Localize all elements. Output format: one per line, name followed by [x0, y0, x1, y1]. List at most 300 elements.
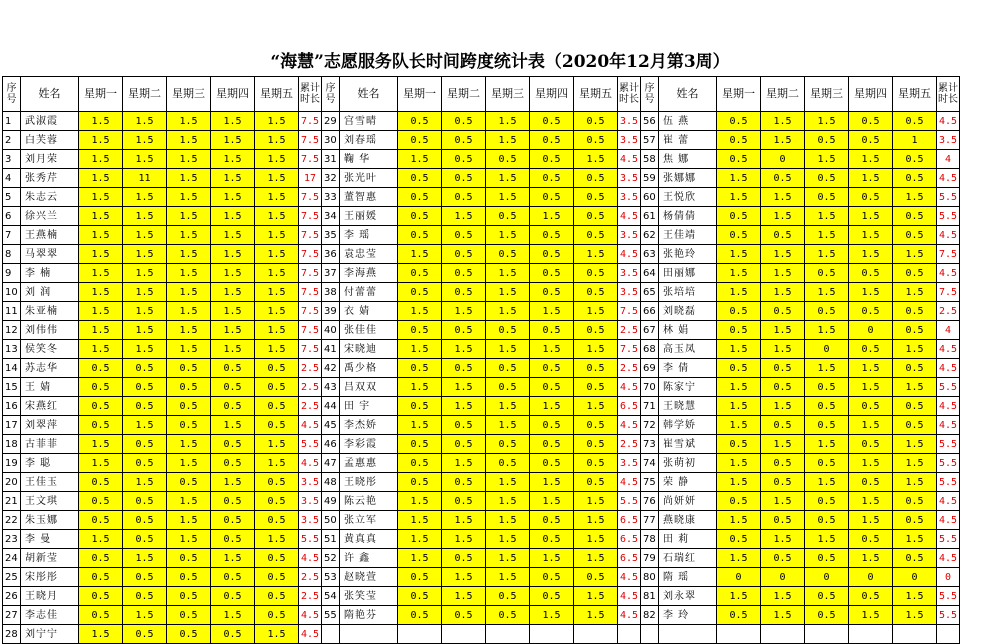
- day-hours: 0: [761, 150, 805, 169]
- day-hours: 0.5: [167, 473, 211, 492]
- day-hours: 1.5: [486, 283, 530, 302]
- day-hours: 0.5: [574, 283, 618, 302]
- row-index: 69: [641, 359, 659, 378]
- day-hours: 1.5: [398, 416, 442, 435]
- day-hours: 0.5: [761, 549, 805, 568]
- day-hours: 0.5: [398, 264, 442, 283]
- total-hours: 7.5: [299, 207, 322, 226]
- day-hours: 1.5: [167, 245, 211, 264]
- day-hours: 1.5: [893, 283, 937, 302]
- day-hours: 1.5: [717, 340, 761, 359]
- day-hours: 0.5: [79, 511, 123, 530]
- volunteer-name: 崔雪斌: [659, 435, 717, 454]
- day-hours: 1.5: [167, 264, 211, 283]
- day-hours: 1.5: [442, 454, 486, 473]
- day-hours: 0.5: [123, 454, 167, 473]
- total-hours: 5.5: [299, 435, 322, 454]
- day-hours: 1.5: [805, 283, 849, 302]
- day-hours: 0.5: [442, 435, 486, 454]
- day-hours: 1.5: [486, 226, 530, 245]
- header-day: 星期五: [255, 77, 299, 112]
- table-row: [3, 530, 960, 549]
- row-index: 41: [322, 340, 340, 359]
- day-hours: 1.5: [849, 245, 893, 264]
- volunteer-name: 张佳佳: [340, 321, 398, 340]
- day-hours: 0.5: [530, 226, 574, 245]
- day-hours: 1.5: [255, 283, 299, 302]
- day-hours: 0.5: [211, 378, 255, 397]
- day-hours: 1.5: [398, 549, 442, 568]
- row-index: 15: [3, 378, 21, 397]
- day-hours: 0.5: [398, 207, 442, 226]
- volunteer-name: 朱亚楠: [21, 302, 79, 321]
- day-hours: 0.5: [717, 492, 761, 511]
- table-row: [3, 473, 960, 492]
- day-hours: 1.5: [167, 302, 211, 321]
- total-hours: 2.5: [618, 435, 641, 454]
- row-index: 52: [322, 549, 340, 568]
- day-hours: 1.5: [849, 226, 893, 245]
- volunteer-name: 王晓慧: [659, 397, 717, 416]
- header-name: 姓名: [659, 77, 717, 112]
- row-index: 35: [322, 226, 340, 245]
- total-hours: 4.5: [937, 226, 960, 245]
- total-hours: 4.5: [299, 416, 322, 435]
- day-hours: 0.5: [805, 264, 849, 283]
- row-index: 53: [322, 568, 340, 587]
- day-hours: 1.5: [398, 302, 442, 321]
- day-hours: 0.5: [79, 416, 123, 435]
- day-hours: 0.5: [79, 587, 123, 606]
- table-row: [3, 340, 960, 359]
- day-hours: 1.5: [717, 378, 761, 397]
- volunteer-name: 朱玉娜: [21, 511, 79, 530]
- day-hours: 1.5: [79, 245, 123, 264]
- row-index: 16: [3, 397, 21, 416]
- volunteer-name: 韩学娇: [659, 416, 717, 435]
- volunteer-name: 王悦欣: [659, 188, 717, 207]
- day-hours: 0.5: [530, 112, 574, 131]
- volunteer-name: 刘伟伟: [21, 321, 79, 340]
- day-hours: 1.5: [398, 492, 442, 511]
- row-index: 25: [3, 568, 21, 587]
- day-hours: 1.5: [849, 606, 893, 625]
- day-hours: 1.5: [79, 169, 123, 188]
- row-index: 6: [3, 207, 21, 226]
- day-hours: 0.5: [761, 511, 805, 530]
- volunteer-name: 隋 瑶: [659, 568, 717, 587]
- day-hours: 1.5: [255, 435, 299, 454]
- total-hours: 3.5: [618, 226, 641, 245]
- day-hours: 1.5: [717, 245, 761, 264]
- volunteer-name: 宋彤彤: [21, 568, 79, 587]
- row-index: 47: [322, 454, 340, 473]
- day-hours: 1.5: [211, 473, 255, 492]
- row-index: 63: [641, 245, 659, 264]
- day-hours: 1.5: [255, 226, 299, 245]
- volunteer-name: 林 娟: [659, 321, 717, 340]
- table-row: [3, 568, 960, 587]
- day-hours: 1.5: [255, 188, 299, 207]
- table-row: [3, 283, 960, 302]
- day-hours: 1.5: [211, 321, 255, 340]
- table-row: [3, 359, 960, 378]
- row-index: 19: [3, 454, 21, 473]
- total-hours: 4.5: [618, 473, 641, 492]
- day-hours: 1.5: [805, 207, 849, 226]
- row-index: 12: [3, 321, 21, 340]
- day-hours: 0: [849, 568, 893, 587]
- table-row: [3, 435, 960, 454]
- volunteer-name: 马翠翠: [21, 245, 79, 264]
- day-hours: 1.5: [574, 245, 618, 264]
- day-hours: 1.5: [717, 397, 761, 416]
- day-hours: 1.5: [893, 340, 937, 359]
- row-index: 82: [641, 606, 659, 625]
- total-hours: 3.5: [937, 131, 960, 150]
- total-hours: 3.5: [618, 169, 641, 188]
- day-hours: 1.5: [761, 530, 805, 549]
- total-hours: 4.5: [937, 169, 960, 188]
- day-hours: 1.5: [255, 321, 299, 340]
- day-hours: 1.5: [761, 587, 805, 606]
- volunteer-name: 荣 静: [659, 473, 717, 492]
- row-index: 64: [641, 264, 659, 283]
- volunteer-name: 尚妍妍: [659, 492, 717, 511]
- day-hours: 1.5: [211, 169, 255, 188]
- day-hours: 0.5: [123, 435, 167, 454]
- day-hours: 0.5: [211, 587, 255, 606]
- day-hours: 1.5: [761, 435, 805, 454]
- day-hours: 1.5: [255, 131, 299, 150]
- day-hours: 1.5: [761, 340, 805, 359]
- day-hours: 0.5: [805, 188, 849, 207]
- day-hours: 1.5: [574, 511, 618, 530]
- row-index: 37: [322, 264, 340, 283]
- day-hours: 0.5: [893, 169, 937, 188]
- header-day: 星期四: [530, 77, 574, 112]
- day-hours: 1.5: [805, 226, 849, 245]
- day-hours: 0.5: [398, 169, 442, 188]
- day-hours: 1.5: [486, 549, 530, 568]
- day-hours: 1.5: [530, 473, 574, 492]
- day-hours: 0.5: [530, 530, 574, 549]
- day-hours: 0.5: [761, 454, 805, 473]
- day-hours: 1.5: [486, 131, 530, 150]
- volunteer-name: 张立军: [340, 511, 398, 530]
- day-hours: 0: [717, 568, 761, 587]
- day-hours: 0.5: [893, 207, 937, 226]
- day-hours: 0.5: [398, 568, 442, 587]
- total-hours: 2.5: [618, 321, 641, 340]
- total-hours: 3.5: [299, 492, 322, 511]
- total-hours: 3.5: [618, 454, 641, 473]
- day-hours: 1.5: [123, 131, 167, 150]
- row-index: 48: [322, 473, 340, 492]
- day-hours: 1.5: [486, 397, 530, 416]
- total-hours: 3.5: [299, 473, 322, 492]
- day-hours: 1.5: [123, 549, 167, 568]
- day-hours: 1.5: [761, 397, 805, 416]
- day-hours: 1.5: [717, 416, 761, 435]
- day-hours: 1.5: [574, 340, 618, 359]
- day-hours: 1.5: [442, 397, 486, 416]
- row-index: 2: [3, 131, 21, 150]
- table-row: [3, 302, 960, 321]
- day-hours: 1.5: [486, 511, 530, 530]
- day-hours: 0.5: [486, 207, 530, 226]
- day-hours: 0.5: [211, 359, 255, 378]
- table-row: [3, 245, 960, 264]
- day-hours: 1.5: [79, 264, 123, 283]
- day-hours: 0.5: [486, 150, 530, 169]
- volunteer-name: 苏志华: [21, 359, 79, 378]
- day-hours: 1.5: [255, 245, 299, 264]
- day-hours: 0.5: [717, 131, 761, 150]
- day-hours: 0.5: [849, 188, 893, 207]
- day-hours: 1.5: [574, 587, 618, 606]
- day-hours: 1.5: [530, 549, 574, 568]
- table-row: [3, 454, 960, 473]
- header-day: 星期三: [167, 77, 211, 112]
- day-hours: 1.5: [123, 207, 167, 226]
- day-hours: 0.5: [849, 302, 893, 321]
- row-index: 45: [322, 416, 340, 435]
- total-hours: 5.5: [937, 454, 960, 473]
- day-hours: 1.5: [123, 302, 167, 321]
- day-hours: 0: [849, 321, 893, 340]
- volunteer-name: 宫雪晴: [340, 112, 398, 131]
- total-hours: 4.5: [299, 625, 322, 644]
- day-hours: 0.5: [530, 169, 574, 188]
- total-hours: 4.5: [618, 587, 641, 606]
- row-index: 27: [3, 606, 21, 625]
- day-hours: 1.5: [717, 511, 761, 530]
- header-index: 序号: [3, 77, 21, 112]
- row-index: 7: [3, 226, 21, 245]
- row-index: 58: [641, 150, 659, 169]
- day-hours: 1.5: [211, 150, 255, 169]
- volunteer-name: 张培培: [659, 283, 717, 302]
- day-hours: 1.5: [79, 226, 123, 245]
- day-hours: 1.5: [211, 188, 255, 207]
- header-day: 星期四: [211, 77, 255, 112]
- day-hours: 1.5: [79, 530, 123, 549]
- page-title: “海慧”志愿服务队长时间跨度统计表（2020年12月第3周）: [270, 52, 730, 72]
- volunteer-name: 徐兴兰: [21, 207, 79, 226]
- day-hours: 0.5: [123, 625, 167, 644]
- day-hours: 0.5: [398, 587, 442, 606]
- volunteer-name: 王佳靖: [659, 226, 717, 245]
- day-hours: 0.5: [442, 112, 486, 131]
- day-hours: 1.5: [717, 549, 761, 568]
- total-hours: 4.5: [299, 454, 322, 473]
- total-hours: 5.5: [618, 492, 641, 511]
- day-hours: 1.5: [893, 378, 937, 397]
- total-hours: 3.5: [618, 131, 641, 150]
- day-hours: 0: [805, 568, 849, 587]
- day-hours: 0.5: [717, 435, 761, 454]
- day-hours: 1.5: [717, 188, 761, 207]
- volunteer-name: 王燕楠: [21, 226, 79, 245]
- day-hours: 1.5: [167, 131, 211, 150]
- day-hours: 1.5: [167, 112, 211, 131]
- row-index: 14: [3, 359, 21, 378]
- total-hours: 5.5: [937, 188, 960, 207]
- day-hours: 1.5: [398, 511, 442, 530]
- day-hours: 1.5: [79, 454, 123, 473]
- total-hours: 7.5: [937, 283, 960, 302]
- day-hours: 1.5: [530, 302, 574, 321]
- day-hours: 1.5: [805, 321, 849, 340]
- volunteer-name: 燕晓康: [659, 511, 717, 530]
- day-hours: 1.5: [211, 226, 255, 245]
- day-hours: 0.5: [530, 321, 574, 340]
- day-hours: 1.5: [398, 378, 442, 397]
- table-row: [3, 321, 960, 340]
- row-index: 24: [3, 549, 21, 568]
- day-hours: 1.5: [893, 606, 937, 625]
- day-hours: 1.5: [849, 511, 893, 530]
- row-index: 23: [3, 530, 21, 549]
- day-hours: 0.5: [486, 454, 530, 473]
- day-hours: 0.5: [849, 112, 893, 131]
- volunteer-name: 张笑莹: [340, 587, 398, 606]
- table-row: [3, 207, 960, 226]
- day-hours: 1.5: [123, 188, 167, 207]
- row-index: 66: [641, 302, 659, 321]
- volunteer-name: 伍 燕: [659, 112, 717, 131]
- day-hours: 1.5: [574, 150, 618, 169]
- day-hours: 1.5: [255, 340, 299, 359]
- day-hours: 0.5: [255, 568, 299, 587]
- day-hours: 0.5: [442, 283, 486, 302]
- header-total: 累计时长: [299, 77, 322, 112]
- volunteer-name: 田丽娜: [659, 264, 717, 283]
- day-hours: 1.5: [574, 492, 618, 511]
- day-hours: 0.5: [167, 606, 211, 625]
- day-hours: 0.5: [211, 625, 255, 644]
- row-index: 20: [3, 473, 21, 492]
- day-hours: 1.5: [442, 568, 486, 587]
- total-hours: 4: [937, 321, 960, 340]
- day-hours: 1.5: [717, 454, 761, 473]
- row-index: 49: [322, 492, 340, 511]
- day-hours: 1.5: [530, 397, 574, 416]
- day-hours: 1.5: [486, 568, 530, 587]
- day-hours: 1.5: [442, 587, 486, 606]
- volunteer-name: 崔 蕾: [659, 131, 717, 150]
- row-index: 44: [322, 397, 340, 416]
- day-hours: 0.5: [574, 188, 618, 207]
- volunteer-name: 张娜娜: [659, 169, 717, 188]
- day-hours: 0.5: [123, 511, 167, 530]
- day-hours: 0.5: [123, 492, 167, 511]
- day-hours: 0.5: [442, 226, 486, 245]
- total-hours: 7.5: [299, 131, 322, 150]
- day-hours: 1.5: [893, 245, 937, 264]
- volunteer-name: 李杰娇: [340, 416, 398, 435]
- day-hours: 1.5: [761, 207, 805, 226]
- day-hours: 0.5: [79, 359, 123, 378]
- total-hours: 3.5: [618, 283, 641, 302]
- day-hours: 1.5: [167, 207, 211, 226]
- day-hours: 0.5: [849, 340, 893, 359]
- total-hours: 4.5: [299, 549, 322, 568]
- day-hours: 0.5: [893, 511, 937, 530]
- day-hours: 0.5: [442, 359, 486, 378]
- day-hours: 1.5: [167, 150, 211, 169]
- day-hours: 1.5: [893, 188, 937, 207]
- day-hours: 1.5: [167, 511, 211, 530]
- day-hours: 0.5: [574, 226, 618, 245]
- header-day: 星期二: [123, 77, 167, 112]
- day-hours: 1.5: [79, 207, 123, 226]
- volunteer-name: 隋艳芬: [340, 606, 398, 625]
- day-hours: 0.5: [717, 530, 761, 549]
- day-hours: 0.5: [398, 454, 442, 473]
- volunteer-name: 袁忠莹: [340, 245, 398, 264]
- row-index: 10: [3, 283, 21, 302]
- day-hours: 1.5: [574, 606, 618, 625]
- total-hours: 6.5: [618, 511, 641, 530]
- day-hours: 1.5: [211, 606, 255, 625]
- day-hours: 1.5: [761, 606, 805, 625]
- volunteer-name: 陈家宁: [659, 378, 717, 397]
- row-index: 17: [3, 416, 21, 435]
- total-hours: 5.5: [937, 207, 960, 226]
- day-hours: 0.5: [255, 397, 299, 416]
- day-hours: 1.5: [255, 264, 299, 283]
- row-index: 77: [641, 511, 659, 530]
- total-hours: 5.5: [937, 606, 960, 625]
- day-hours: 1.5: [123, 340, 167, 359]
- volunteer-name: 李 楠: [21, 264, 79, 283]
- day-hours: 0.5: [805, 131, 849, 150]
- day-hours: 0.5: [574, 568, 618, 587]
- table-row: [3, 188, 960, 207]
- day-hours: 1.5: [574, 397, 618, 416]
- day-hours: 1.5: [123, 416, 167, 435]
- total-hours: 17: [299, 169, 322, 188]
- day-hours: 0.5: [893, 416, 937, 435]
- volunteer-name: 刘永翠: [659, 587, 717, 606]
- row-index: 78: [641, 530, 659, 549]
- volunteer-name: 刘 润: [21, 283, 79, 302]
- day-hours: 1.5: [211, 207, 255, 226]
- day-hours: 0.5: [761, 416, 805, 435]
- day-hours: 0.5: [255, 549, 299, 568]
- day-hours: 1.5: [849, 359, 893, 378]
- volunteer-name: 李海燕: [340, 264, 398, 283]
- volunteer-name: 李 瑶: [340, 226, 398, 245]
- row-index: 81: [641, 587, 659, 606]
- day-hours: 0.5: [574, 169, 618, 188]
- day-hours: 0.5: [255, 359, 299, 378]
- header-total: 累计时长: [937, 77, 960, 112]
- day-hours: 0.5: [123, 359, 167, 378]
- day-hours: 0.5: [805, 549, 849, 568]
- day-hours: 1.5: [717, 473, 761, 492]
- volunteer-name: 王 婧: [21, 378, 79, 397]
- day-hours: 1.5: [849, 207, 893, 226]
- day-hours: 1.5: [211, 264, 255, 283]
- day-hours: 0.5: [893, 492, 937, 511]
- day-hours: 0.5: [849, 587, 893, 606]
- row-index: 51: [322, 530, 340, 549]
- day-hours: 1.5: [486, 264, 530, 283]
- day-hours: 0.5: [761, 473, 805, 492]
